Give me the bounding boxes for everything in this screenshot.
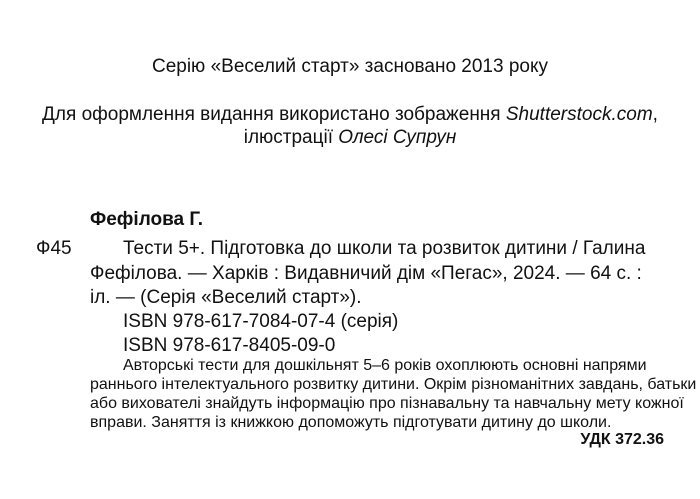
catalog-udk: УДК 372.36 <box>580 431 664 448</box>
catalog-description-line-2: Фефілова. — Харків : Видавничий дім «Пегас», 2024. — 64 с. : <box>90 263 642 284</box>
catalog-annotation-line-1: Авторські тести для дошкільнят 5–6 років охоплюють основні напрями <box>123 357 647 374</box>
images-credit-prefix: Для оформлення видання використано зображення <box>42 104 506 125</box>
catalog-annotation-line-2: раннього інтелектуального розвитку дитини. Окрім різноманітних завдань, батьки <box>90 376 697 393</box>
catalog-author-heading: Фефілова Г. <box>90 209 204 230</box>
images-credit-source: Shutterstock.com <box>505 104 653 125</box>
catalog-annotation-line-4: вправи. Заняття із книжкою допоможуть підготувати дитину до школи. <box>90 414 612 431</box>
illustrations-credit <box>0 127 700 149</box>
images-credit-separator: , <box>652 104 658 125</box>
series-note: Серію «Веселий старт» засновано 2013 року <box>151 56 549 77</box>
catalog-index-code: Ф45 <box>36 238 72 259</box>
catalog-isbn-series: ISBN 978-617-7084-07-4 (серія) <box>123 311 399 332</box>
images-credit <box>0 104 700 126</box>
illustrations-credit-author: Олесі Супрун <box>338 127 457 148</box>
catalog-description-line-3: іл. — (Серія «Веселий старт»). <box>90 287 362 308</box>
catalog-annotation-line-3: або вихователі знайдуть інформацію про пізнавальну та навчальну мету кожної <box>90 395 684 412</box>
illustrations-credit-prefix: ілюстрації <box>243 127 339 148</box>
catalog-description-line-1: Тести 5+. Підготовка до школи та розвиток дитини / Галина <box>123 238 646 259</box>
catalog-isbn-book: ISBN 978-617-8405-09-0 <box>123 335 336 356</box>
